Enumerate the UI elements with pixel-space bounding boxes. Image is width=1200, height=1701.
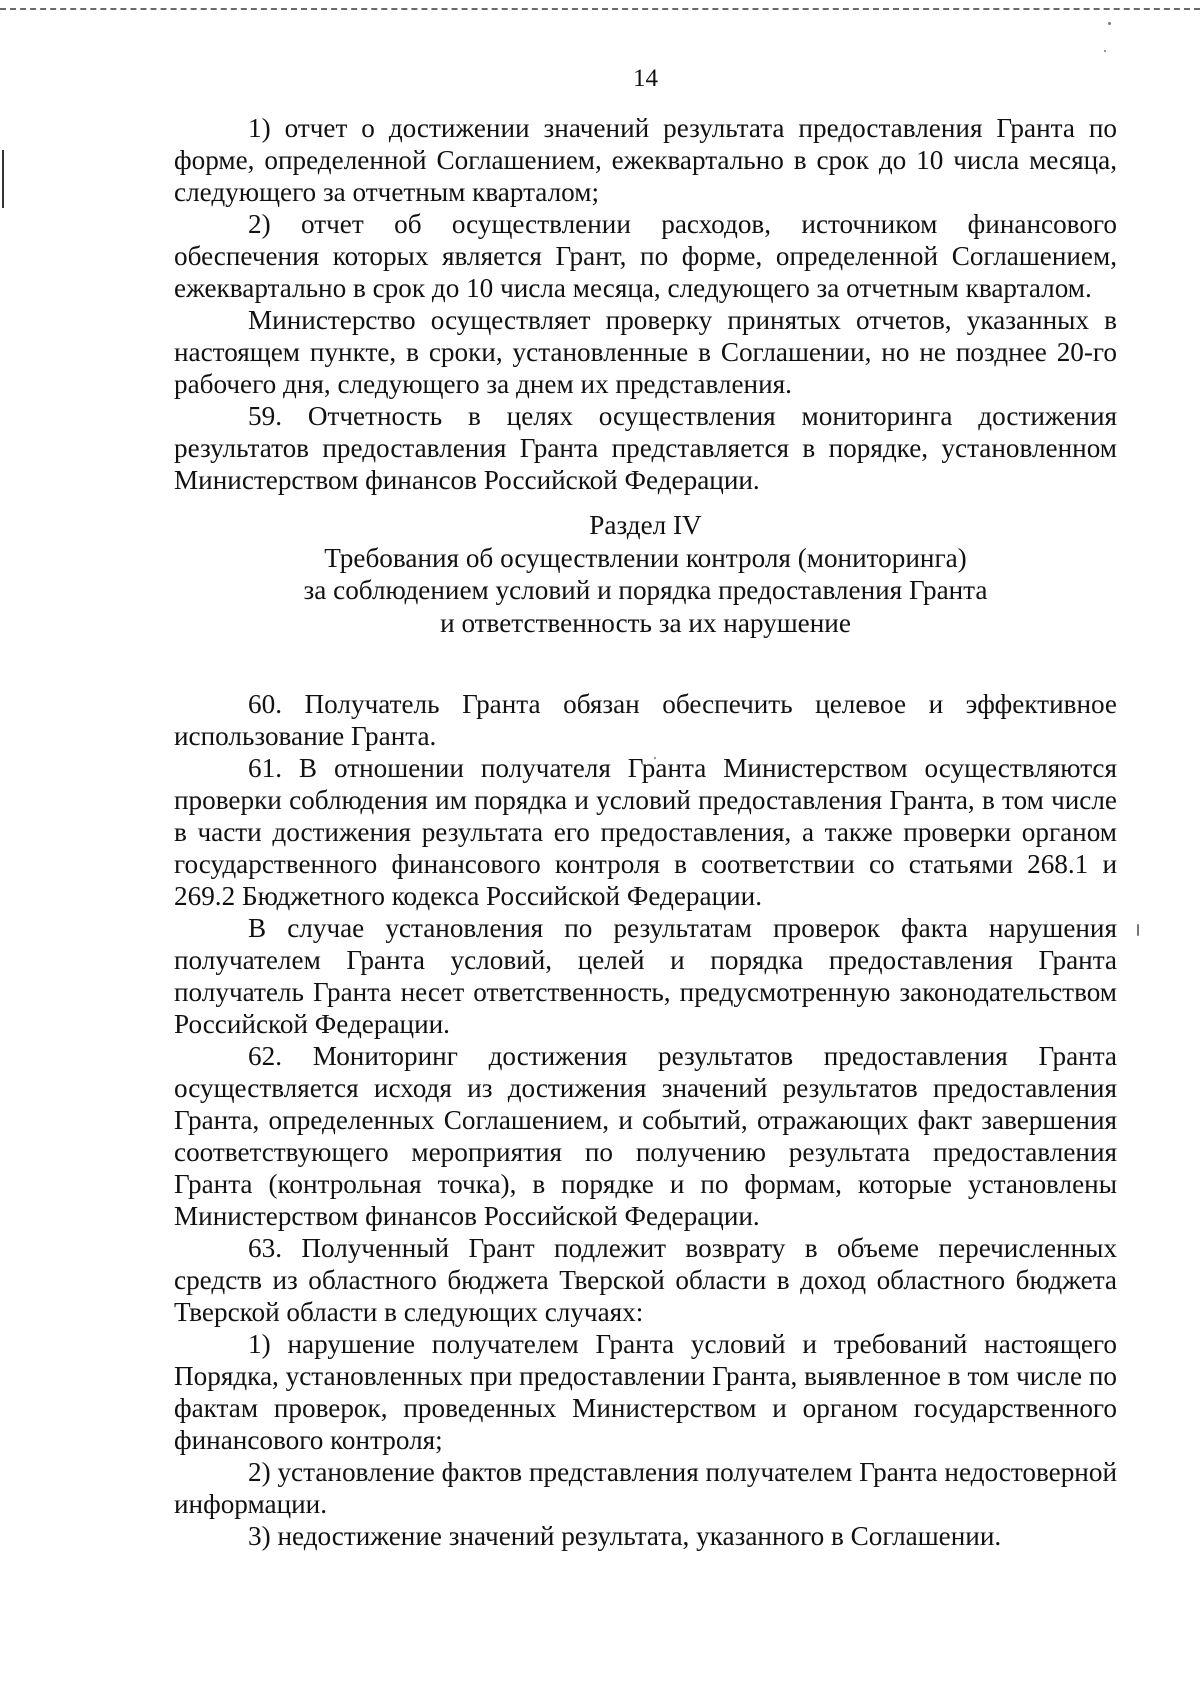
scan-top-edge bbox=[0, 8, 1200, 10]
section-title-line: Требования об осуществлении контроля (мониторинга) bbox=[324, 542, 967, 573]
paragraph: 1) нарушение получателем Гранта условий и требований настоящего Порядка, установленных при предоставлении Гранта, выявленное в том числе по фактам проверок, проведенных Министерством и органом государственного финансового контроля; bbox=[174, 1329, 1117, 1455]
paragraph: 63. Полученный Грант подлежит возврату в объеме перечисленных средств из областного бюджета Тверской области в доход областного бюджета Тверской области в следующих случаях: bbox=[174, 1233, 1117, 1327]
paragraph: 60. Получатель Гранта обязан обеспечить целевое и эффективное использование Гранта. bbox=[174, 689, 1117, 751]
section-title-line: за соблюдением условий и порядка предоставления Гранта bbox=[303, 575, 988, 605]
scan-left-mark bbox=[2, 150, 4, 208]
paragraph: Министерство осуществляет проверку принятых отчетов, указанных в настоящем пункте, в сроки, установленные в Соглашении, но не позднее 20-го рабочего дня, следующего за днем их представления. bbox=[174, 305, 1117, 399]
section-title-line: и ответственность за их нарушение bbox=[440, 607, 851, 638]
section-number: Раздел IV bbox=[589, 510, 702, 540]
paragraph: 2) отчет об осуществлении расходов, источником финансового обеспечения которых является Грант, по форме, определенной Соглашением, ежеквартально в срок до 10 числа месяца, следующего за отчетным кварталом. bbox=[174, 209, 1117, 303]
scan-speck bbox=[1108, 22, 1111, 25]
paragraph: 62. Мониторинг достижения результатов предоставления Гранта осуществляется исходя из достижения значений результатов предоставления Гранта, определенных Соглашением, и событий, отражающих факт завершения соответствующего мероприятия по получению результата предоставления Гранта (контрольная точка), в порядке и по формам, которые установлены Министерством финансов Российской Федерации. bbox=[174, 1041, 1117, 1231]
document-body bbox=[174, 112, 1117, 1552]
section-heading bbox=[174, 509, 1117, 639]
paragraph: В случае установления по результатам проверок факта нарушения получателем Гранта условий, целей и порядка предоставления Гранта получатель Гранта несет ответственность, предусмотренную законодательством Российской Федерации. bbox=[174, 913, 1117, 1039]
paragraph: 59. Отчетность в целях осуществления мониторинга достижения результатов предоставления Гранта представляется в порядке, установленном Министерством финансов Российской Федерации. bbox=[174, 401, 1117, 495]
scan-speck bbox=[1104, 50, 1106, 52]
scan-speck bbox=[1137, 924, 1139, 936]
paragraph: 1) отчет о достижении значений результата предоставления Гранта по форме, определенной Соглашением, ежеквартально в срок до 10 числа месяца, следующего за отчетным кварталом; bbox=[174, 113, 1117, 207]
paragraph: 3) недостижение значений результата, указанного в Соглашении. bbox=[248, 1521, 1002, 1551]
page-number: 14 bbox=[633, 65, 658, 92]
paragraph: 2) установление фактов представления получателем Гранта недостоверной информации. bbox=[174, 1457, 1117, 1519]
paragraph: 61. В отношении получателя Гранта Министерством осуществляются проверки соблюдения им порядка и условий предоставления Гранта, в том числе в части достижения результата его предоставления, а также проверки органом государственного финансового контроля в соответствии со статьями 268.1 и 269.2 Бюджетного кодекса Российской Федерации. bbox=[174, 753, 1117, 911]
